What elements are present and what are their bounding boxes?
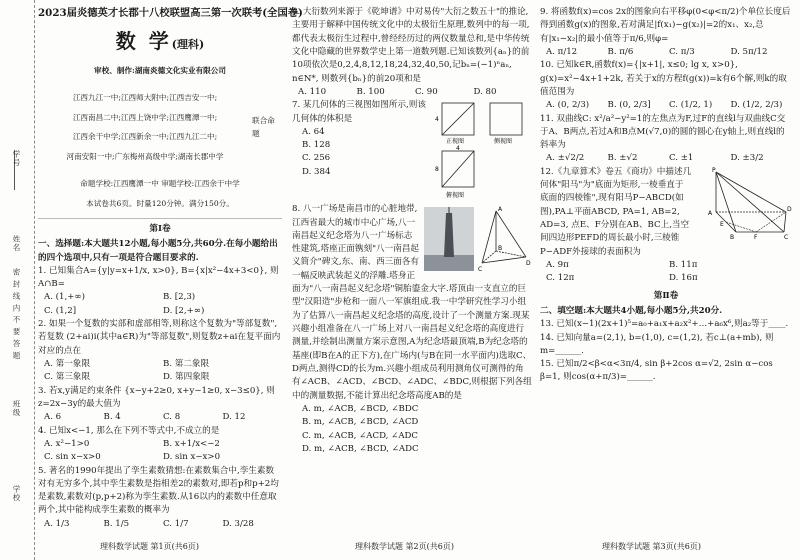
label-name: 姓名 [12, 235, 21, 252]
subject-heading [38, 26, 282, 57]
monument-photo-and-diagram [424, 205, 532, 275]
schools-line-4: 河南安阳一中;广东梅州高级中学;湖南长郡中学 [66, 152, 224, 162]
divider [38, 218, 282, 219]
q3-option-d: D. 12 [222, 412, 246, 423]
footer-page-2: 理科数学试题 第2页(共6页) [355, 542, 454, 551]
binding-margin [0, 0, 35, 560]
q8-figures [424, 205, 532, 280]
question-3-options [38, 411, 282, 424]
question-4: 4. 已知x<−1, 那么在下列不等式中,不成立的是 [38, 425, 220, 436]
q9-option-a: A. π/12 [546, 46, 578, 57]
label-class: 班级 [12, 400, 21, 417]
question-9-options [540, 46, 792, 59]
side-view-shape [490, 103, 522, 135]
q5-option-d: D. 3/28 [222, 518, 254, 529]
subject-track: (理科) [171, 37, 205, 51]
question-13: 13. 已知(x−1)(2x+1)⁵=a₀+a₁x+a₂x²+…+a₆x⁶,则a₂等于____. [540, 319, 789, 330]
label-school: 学校 [12, 485, 21, 502]
section-1-instruction: 一、选择题:本大题共12小题,每小题5分,共60分.在每小题给出的四个选项中,只有一项是符合题目要求的. [38, 239, 278, 263]
part-2-heading: 第Ⅱ卷 [653, 290, 679, 301]
question-1-options [38, 291, 282, 318]
q4-option-a: A. x²−1>0 [44, 438, 90, 449]
label-b: B [730, 233, 735, 240]
q1-option-b: B. [2,3) [163, 292, 196, 303]
q10-option-c: C. (1/2, 1) [669, 100, 713, 111]
footer-page-3: 理科数学试题 第3页(共6页) [602, 542, 701, 551]
question-6: 6. 大衍数列来源于《乾坤谱》中对易传"大衍之数五十"的推论,主要用于解释中国传统文化中的太极衍生原理,数列中的每一项,都代表太极衍生过程中,曾经经历过的两仪数量总和,是中华传统文化中隐藏的世界数学史上第一道数列题.已知该数列{aₙ}的前10项依次是0,2,4,8,12,18,24,32,40,50,记bₙ=(−1)ⁿaₙ, n∈N*, 则数列{bₙ}的前20项和是 [292, 7, 530, 84]
exam-info: 本试卷共6页。时量120分钟。满分150分。 [86, 199, 234, 209]
question-12: 12.《九章算术》卷五《商功》中描述几何体"阳马"为"底面为矩形,一棱垂直于底面的四棱锥",现有阳马P−ABCD(如图),PA⊥平面ABCD, PA=1, AB=2, AD=3, 点E、F分别在AB、BC上,当空间四边形PEFD的周长最小时,三棱锥P−ADF外接球的表面积为 [540, 166, 692, 257]
question-6-options [292, 86, 532, 99]
q6-option-a: A. 110 [298, 86, 327, 97]
q2-option-b: B. 第二象限 [163, 359, 210, 369]
edge-pd [716, 172, 786, 212]
question-1: 1. 已知集合A={y|y=x+1/x, x>0}, B={x|x²−4x+3<0}, 则A∩B= [38, 265, 279, 290]
q6-option-b: B. 100 [356, 86, 385, 97]
q10-option-b: B. (0, 2/3] [607, 100, 651, 111]
question-5: 5. 著名的1990年提出了孪生素数猜想:在素数集合中,孪生素数对有无穷多个,其中孪生素数是指相差2的素数对,即若p和p+2均是素数,素数对(p,p+2)称为孪生素数.从16以内的素数中任意取两个,其中能构成孪生素数的概率为 [38, 465, 279, 516]
diagram-ac [482, 211, 496, 263]
diagram-cd [482, 257, 526, 263]
exam-title: 2023届炎德英才长郡十八校联盟高三第一次联考(全国卷) [38, 7, 303, 19]
label-e: E [720, 220, 724, 228]
question-3: 3. 若x,y满足约束条件 {x−y+2≥0, x+y−1≥0, x−3≤0}, 则z=2x−3y的最大值为 [38, 385, 275, 409]
three-view-figure [432, 99, 532, 203]
top-view-diagonal [442, 151, 474, 187]
q8-option-b: B. m, ∠ACB, ∠BCD, ∠ACD [302, 417, 419, 428]
schools-side-label: 联合命题 [252, 116, 275, 138]
q7-option-a: A. 64 [302, 126, 325, 137]
q5-option-b: B. 1/5 [103, 518, 130, 529]
dimension-8-top: 8 [435, 166, 439, 174]
question-15: 15. 已知π/2<β<α<3π/4, sin β+2cos α=√2, 2sin α−cos β=1, 则cos(α+π/3)=______. [540, 359, 773, 383]
q2-option-d: D. 第四象限 [163, 372, 210, 383]
question-4-options [38, 438, 282, 465]
question-2: 2. 如果一个复数的实部和虚部相等,则称这个复数为"等部复数",若复数 (2+ai)i(其中a∈R)为"等部复数",则复数z+ai在复平面内对应的点在 [38, 319, 281, 356]
footer-page-1: 理科数学试题 第1页(共6页) [100, 542, 199, 551]
q2-option-a: A. 第一象限 [44, 359, 91, 369]
label-c: C [478, 266, 483, 274]
q4-option-b: B. x+1/x<−2 [163, 438, 220, 449]
question-2-options [38, 358, 282, 385]
column-page-1 [38, 6, 303, 531]
edge-cd [784, 212, 786, 232]
schools-line-1: 江西九江一中;江西师大附中;江西吉安一中; [72, 92, 218, 102]
q11-option-b: B. ±√2 [607, 153, 638, 164]
q11-option-a: A. ±√2/2 [546, 153, 585, 164]
label-a: A [498, 206, 503, 214]
front-view-diagonal [442, 103, 474, 135]
q10-option-a: A. (0, 2/3) [546, 100, 590, 111]
q1-option-a: A. (1,+∞) [44, 292, 85, 303]
side-view-label: 侧视图 [494, 138, 513, 146]
q9-option-d: D. 5π/12 [730, 46, 768, 57]
q5-option-c: C. 1/7 [163, 518, 189, 529]
column-page-3 [540, 6, 792, 385]
question-10: 10. 已知k∈R,函数f(x)={|x+1|, x≤0; lg x, x>0}, g(x)=x²−4x+1+2k, 若关于x的方程f(g(x))=k有6个解,则k的取值范围为 [540, 60, 787, 97]
schools-line-2: 江西南昌二中;江西上饶中学;江西鹰潭一中; [72, 112, 218, 122]
q1-option-c: C. (1,2] [44, 305, 77, 316]
examiners-line: 命题学校:江西鹰潭一中 审题学校:江西余干中学 [80, 179, 240, 189]
front-view-label: 正视图 [446, 138, 465, 146]
question-7-block [292, 99, 532, 203]
subject-name: 数 学 [115, 28, 172, 53]
segment-fd [756, 212, 786, 232]
photo-ground [424, 255, 474, 271]
q4-option-d: D. sin x−x>0 [163, 452, 221, 463]
question-8: 8. 八一广场是南昌市的心脏地带,江西省最大的城市中心广场,八一南昌起义纪念塔为八一广场标志性建筑,塔座正面镌刻"八一南昌起义简介"碑文,东、南、西三面各有一幅反映武装起义的浮雕.塔身正面为"八一南昌起义纪念塔"铜胎鎏金大字.塔顶由一支直立的巨型"汉阳造"步枪和一面八一军旗组成.我一中学研究性学习小组为了估算八一南昌起义纪念塔的高度,设计了一个测量方案.现某兴趣小组准备在八一广场上对八一南昌起义纪念塔的高度进行测量,并绘制出测量方案示意图,A为纪念塔最顶端,B为纪念塔的基座(即B在A的正下方),在广场内(与B在同一水平面内)选取C、D两点,测得CD的长为m.兴趣小组成员利用测角仪可测得的角有∠ACB、∠ACD、∠BCD、∠ADC、∠BDC,则根据下列各组中的测量数据,不能计算出纪念塔高度AB的是 [292, 204, 532, 401]
q11-option-d: D. ±3/2 [730, 153, 764, 164]
question-11: 11. 双曲线C: x²/a²−y²=1的左焦点为F,过F的直线l与双曲线C交于A、B两点,若过A和B点M(√7,0)的圆的圆心在y轴上,则直线l的斜率为 [540, 113, 786, 151]
label-c: C [784, 233, 789, 240]
q6-option-d: D. 80 [473, 86, 497, 97]
dimension-4-top: 4 [456, 145, 460, 153]
seal-notice: 密 封 线 内 不 要 答 题 [12, 268, 21, 360]
pyramid-figure [696, 166, 792, 240]
question-8-block [292, 203, 532, 456]
question-10-options [540, 99, 792, 112]
label-student-no: 学号 [12, 150, 21, 167]
label-f: F [754, 233, 758, 240]
q3-option-a: A. 6 [44, 412, 62, 423]
q1-option-d: D. [2,+∞) [163, 305, 205, 316]
part-1-heading: 第Ⅰ卷 [149, 223, 171, 234]
q10-option-d: D. (1/2, 2/3) [730, 100, 783, 111]
section-2-instruction: 二、填空题:本大题共4小题,每小题5分,共20分. [540, 305, 723, 316]
q7-option-d: D. 384 [302, 166, 331, 177]
question-12-options [540, 259, 792, 286]
q9-option-b: B. π/6 [607, 46, 634, 57]
label-d: D [526, 260, 531, 268]
schools-block [38, 84, 282, 171]
q11-option-c: C. ±1 [669, 153, 694, 164]
q5-option-a: A. 1/3 [44, 518, 70, 529]
dimension-4-front: 4 [435, 116, 439, 124]
label-d: D [787, 205, 792, 213]
schools-line-3: 江西余干中学;江西新余一中;江西九江二中; [72, 132, 218, 142]
q9-option-c: C. π/3 [669, 46, 695, 57]
q8-option-a: A. m, ∠ACB, ∠BCD, ∠BDC [302, 403, 419, 414]
q4-option-c: C. sin x−x>0 [44, 452, 101, 463]
producer-line: 审校、制作:湖南炎德文化实业有限公司 [94, 65, 226, 75]
q8-option-c: C. m, ∠ACB, ∠ACD, ∠ADC [302, 430, 419, 441]
q8-option-d: D. m, ∠ACB, ∠BCD, ∠ADC [302, 443, 419, 454]
top-view-label: 俯视图 [446, 192, 465, 200]
column-page-2 [292, 6, 532, 456]
label-p: P [712, 166, 716, 174]
q12-option-b: B. 11π [669, 259, 698, 270]
q3-option-b: B. 4 [103, 412, 121, 423]
q7-option-b: B. 128 [302, 140, 331, 151]
label-b: B [498, 245, 503, 253]
q2-option-c: C. 第三象限 [44, 372, 91, 383]
q3-option-c: C. 8 [163, 412, 181, 423]
question-9: 9. 将函数f(x)=cos 2x的图象向右平移φ(0<φ<π/2)个单位长度后得到函数g(x)的图象,若对满足|f(x₁)−g(x₂)|=2的x₁、x₂,总有|x₁−x₂|的最小值等于π/6,则φ= [540, 7, 791, 44]
q6-option-c: C. 90 [415, 86, 438, 97]
question-14: 14. 已知向量a=(2,1), b=(1,0), c=(1,2), 若c⊥(a+mb), 则m=______. [540, 332, 774, 356]
q12-option-a: A. 9π [546, 259, 569, 270]
question-7: 7. 某几何体的三视图如图所示,则该几何体的体积是 [292, 100, 426, 124]
question-12-block [540, 166, 792, 259]
q7-option-c: C. 256 [302, 153, 331, 164]
label-a: A [708, 209, 713, 217]
question-11-options [540, 152, 792, 165]
q12-option-c: C. 12π [546, 273, 575, 284]
question-5-options [38, 518, 282, 531]
q12-option-d: D. 16π [669, 273, 698, 284]
